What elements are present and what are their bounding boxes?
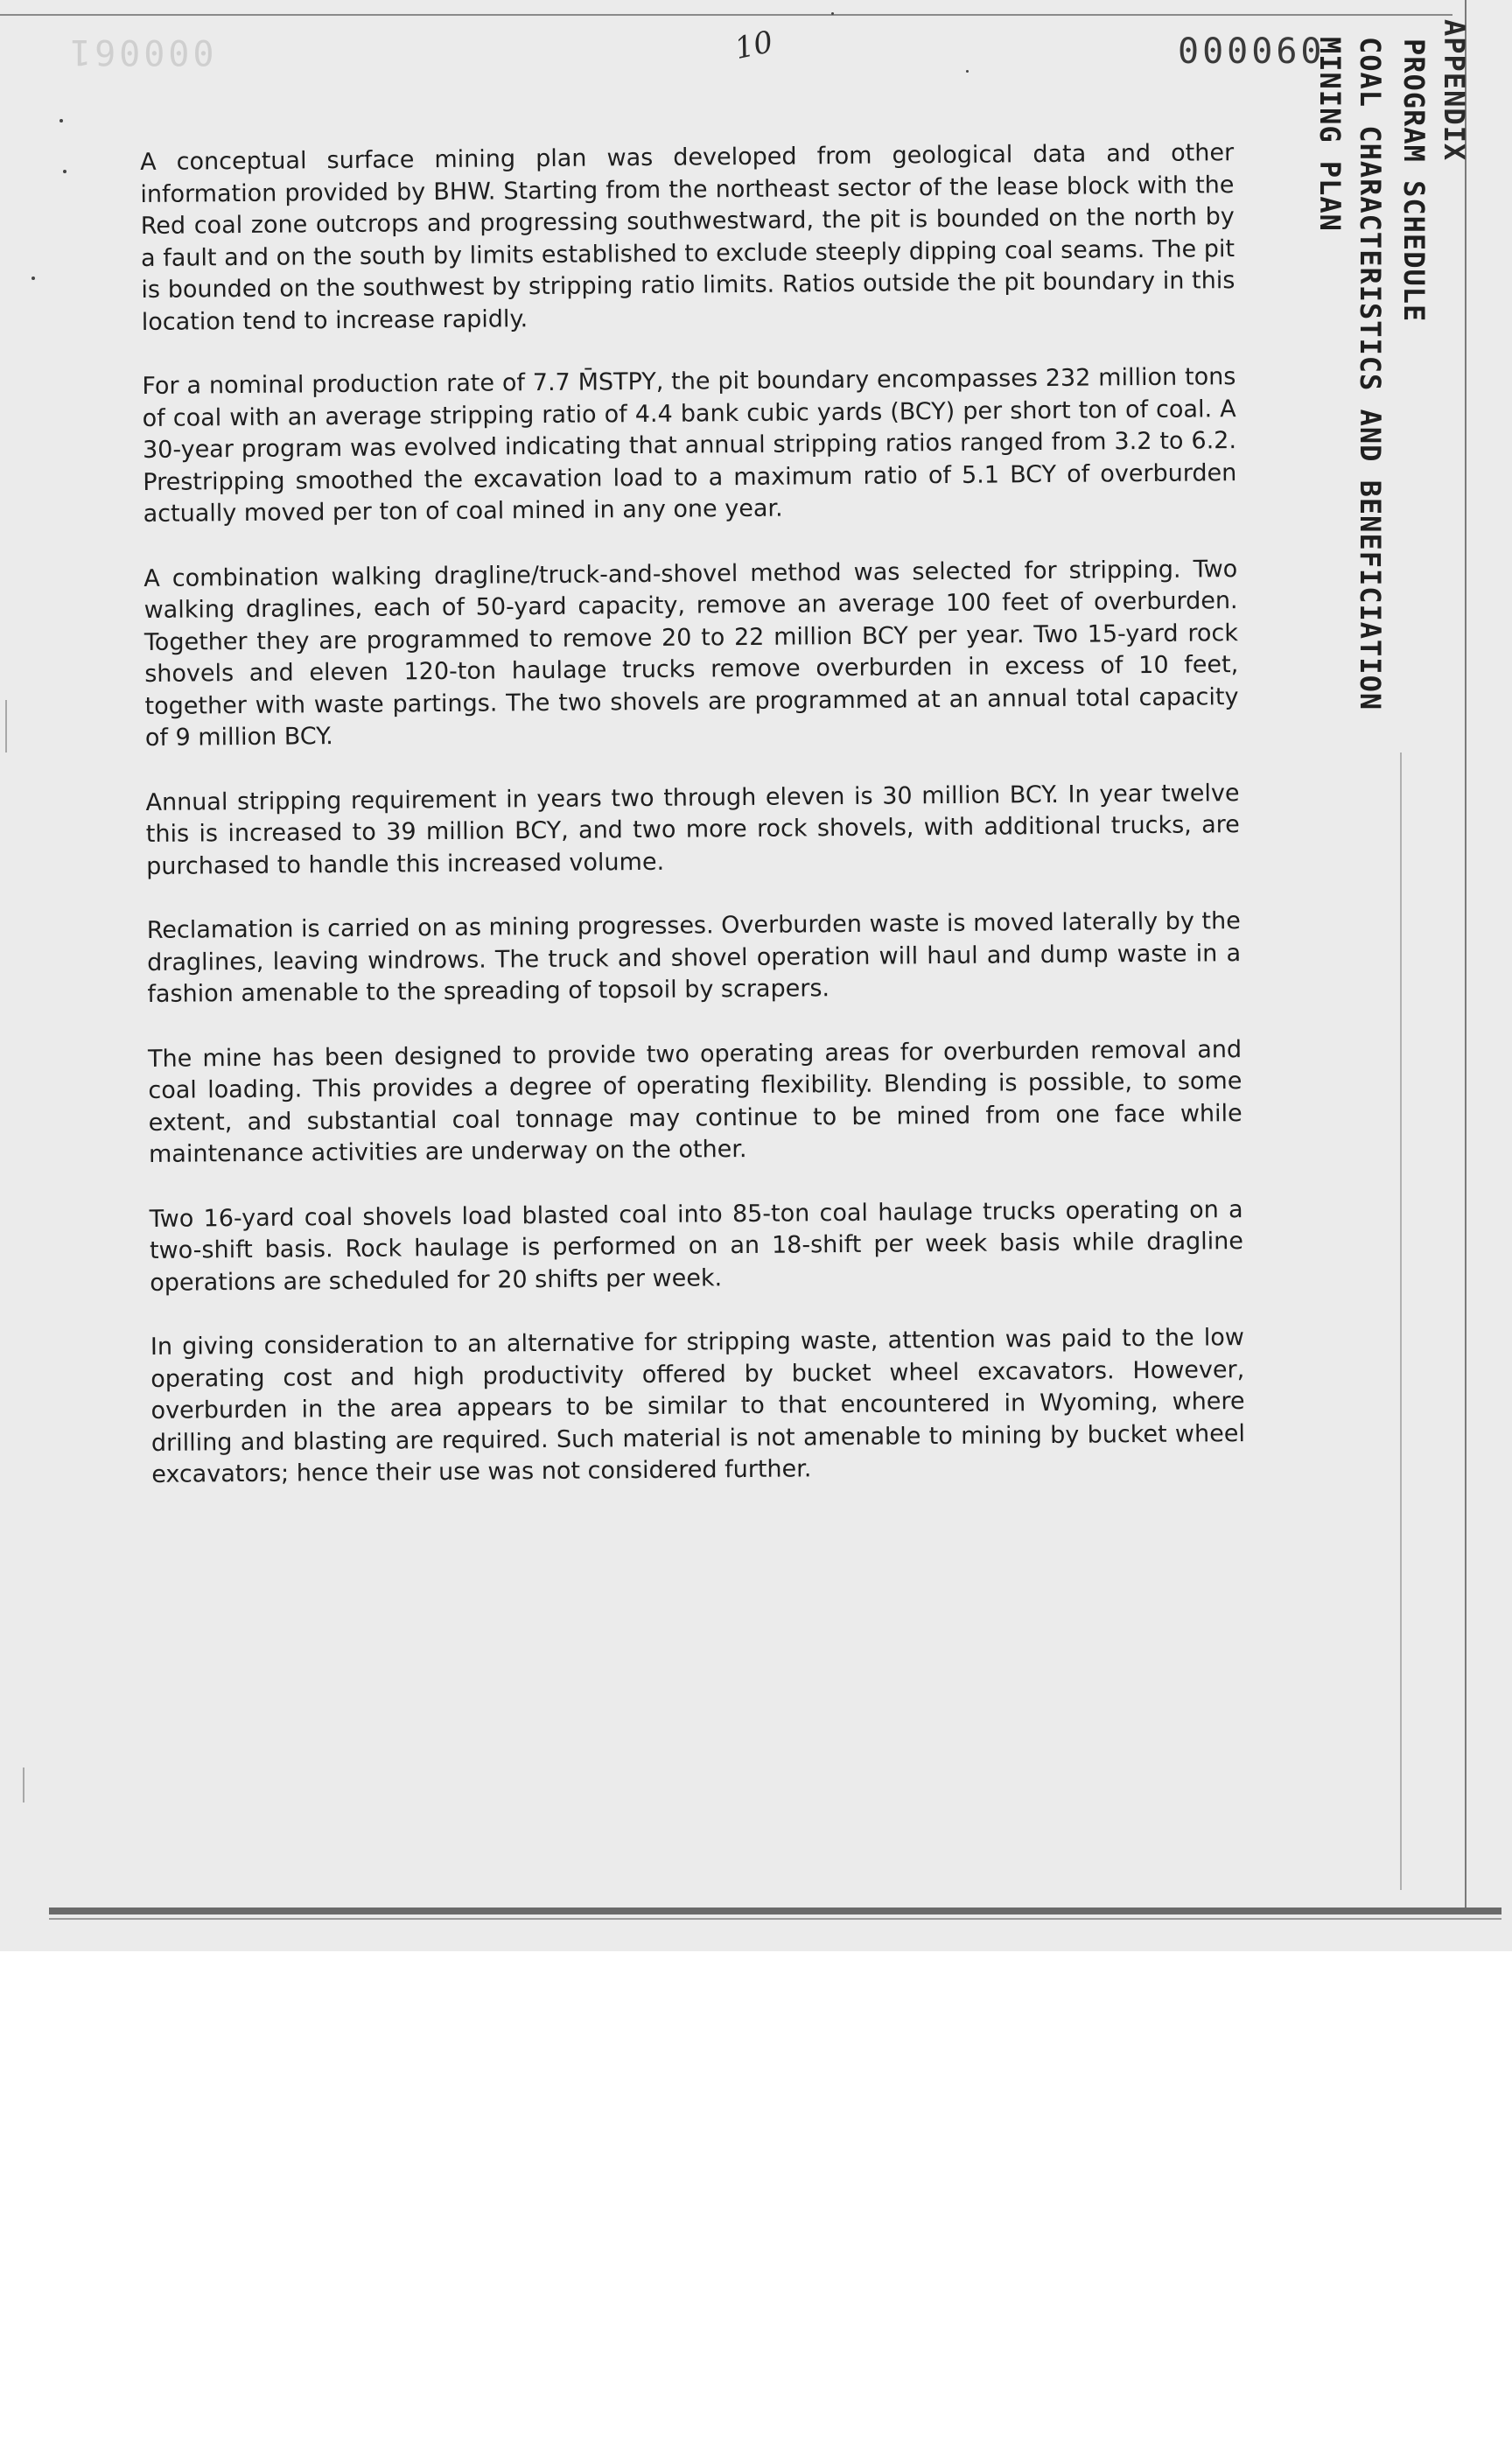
left-margin-mark — [23, 1768, 24, 1802]
scan-speck — [60, 119, 63, 122]
inner-tab-edge-line — [1400, 752, 1402, 1890]
paragraph: For a nominal production rate of 7.7 M̄STPY, the pit boundary encompasses 232 million tons of coal with an average stripping ratio of 4.4 bank cubic yards (BCY) per short ton of coal. A 30-year program was evolved indicating that annual stripping ratios ranged from 3.2 to 6.2. Prestripping smoothed the excavation load to a maximum ratio of 5.1 BCY of overburden actually moved per ton of coal mined in any one year. — [142, 363, 1237, 528]
section-tab-headings — [1312, 19, 1471, 779]
left-margin-mark — [5, 700, 7, 752]
paragraph: A conceptual surface mining plan was developed from geological data and other information provided by BHW. Starting from the northeast sector of the lease block with the Red coal zone outcrops and progressing southwestward, the pit is bounded on the north by a fault and on the south by limits established to exclude steeply dipping coal seams. The pit is bounded on the southwest by stripping ratio limits. Ratios outside the pit boundary in this location tend to increase rapidly. — [140, 139, 1236, 336]
tab-heading-appendix: APPENDIX — [1438, 19, 1471, 162]
bottom-edge-rule-thin — [49, 1918, 1502, 1920]
handwritten-page-number: 10 — [732, 24, 776, 67]
document-stamp-number: 000060 — [1178, 32, 1326, 72]
tab-heading-mining-plan: MINING PLAN — [1313, 37, 1347, 232]
bleed-through-stamp-number: 000061 — [66, 32, 214, 72]
scan-speck — [63, 170, 66, 173]
tab-heading-program-schedule: PROGRAM SCHEDULE — [1397, 38, 1431, 323]
tab-heading-coal-characteristics: COAL CHARACTERISTICS AND BENEFICIATION — [1354, 37, 1387, 711]
paragraph: Reclamation is carried on as mining progresses. Overburden waste is moved laterally by the draglines, leaving windrows. The truck and shovel operation will haul and dump waste in a fashion amenable to the spreading of topsoil by scrapers. — [146, 907, 1242, 1008]
paragraph: Annual stripping requirement in years two through eleven is 30 million BCY. In year twelve this is increased to 39 million BCY, and two more rock shovels, with additional trucks, are purchased to handle this increased volume. — [145, 779, 1240, 880]
scan-speck — [966, 70, 969, 73]
body-text — [140, 137, 1246, 1523]
paragraph: A combination walking dragline/truck-and-shovel method was selected for stripping. Two walking draglines, each of 50-yard capacity, remove an average 100 feet of overburden. Together they are programmed to remove 20 to 22 million BCY per year. Two 15-yard rock shovels and eleven 120-ton haulage trucks remove overburden in excess of 10 feet, together with waste partings. The two shovels are programmed at an annual total capacity of 9 million BCY. — [144, 555, 1239, 752]
paragraph: Two 16-yard coal shovels load blasted coal into 85-ton coal haulage trucks operating on a two-shift basis. Rock haulage is performed on an 18-shift per week basis while dragline operations are scheduled for 20 shifts per week. — [149, 1195, 1244, 1297]
scan-speck — [32, 276, 35, 280]
top-edge-rule — [0, 14, 1452, 16]
scan-speck — [831, 12, 834, 15]
bottom-edge-rule — [49, 1908, 1502, 1914]
paragraph: The mine has been designed to provide two operating areas for overburden removal and coal loading. This provides a degree of operating flexibility. Blending is possible, to some extent, and substantial coal tonnage may continue to be mined from one face while maintenance activities are underway on the other. — [147, 1035, 1242, 1168]
paragraph: In giving consideration to an alternative for stripping waste, attention was paid to the low operating cost and high productivity offered by bucket wheel excavators. However, overburden in the area appears to be similar to that encountered in Wyoming, where drilling and blasting are required. Such material is not amenable to mining by bucket wheel excavators; hence their use was not considered further. — [150, 1324, 1246, 1488]
